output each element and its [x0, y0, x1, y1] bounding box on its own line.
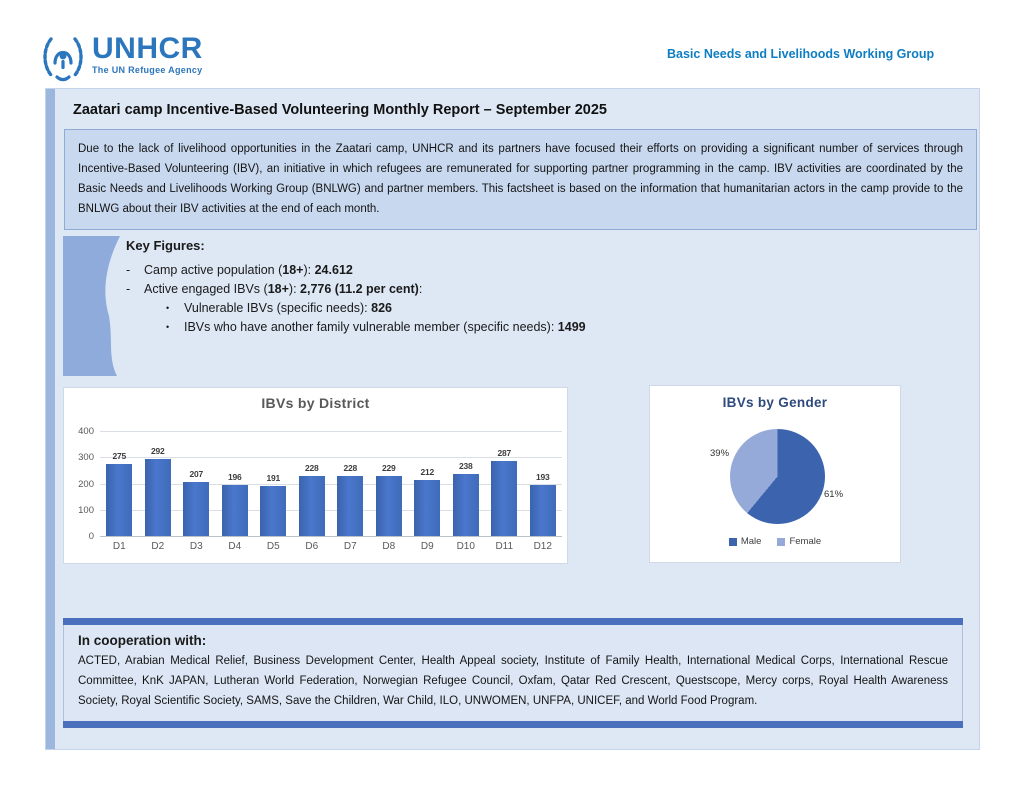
y-tick-label: 100: [78, 504, 94, 516]
pie-label-male: 61%: [824, 489, 844, 500]
cooperation-bottom-bar: [63, 721, 963, 728]
bar-D6: [299, 476, 325, 536]
logo-title: UNHCR: [92, 32, 203, 65]
bar-xlabel-D3: D3: [189, 541, 203, 552]
key-figures-list: [126, 261, 746, 337]
report-container: [45, 88, 980, 750]
key-figure-text: IBVs who have another family vulnerable member (specific needs): 1499: [184, 320, 586, 334]
bar-D10: [453, 474, 479, 537]
cooperation-heading: In cooperation with:: [78, 633, 207, 648]
bar-chart-ibvs-by-district: [63, 387, 568, 564]
bar-column-D12: [524, 388, 563, 536]
bar-value-label: 287: [497, 447, 512, 458]
report-title: Zaatari camp Incentive-Based Volunteering Monthly Report – September 2025: [73, 102, 607, 118]
bar-value-label: 275: [112, 450, 127, 461]
key-figures-heading: Key Figures:: [126, 238, 205, 253]
bar-xlabel-D2: D2: [151, 541, 165, 552]
key-figure-text: Active engaged IBVs (18+): 2,776 (11.2 per cent):: [144, 282, 423, 296]
bar-column-D4: [216, 388, 255, 536]
bar-column-D1: [100, 388, 139, 536]
bar-D3: [183, 482, 209, 536]
y-tick-label: 0: [88, 531, 94, 542]
bar-D11: [491, 461, 517, 536]
cooperation-top-bar: [63, 618, 963, 625]
list-marker: •: [166, 303, 170, 313]
bar-column-D9: [408, 388, 447, 536]
bar-xlabel-D12: D12: [533, 541, 552, 552]
bar-value-label: 229: [381, 462, 396, 473]
key-figure-item: [126, 280, 746, 299]
bar-xlabels: [100, 541, 562, 552]
bar-chart-title: IBVs by District: [261, 395, 370, 411]
bar-value-label: 212: [420, 467, 435, 478]
bar-value-label: 228: [343, 463, 358, 474]
bar-xlabel-D1: D1: [112, 541, 126, 552]
bar-D7: [337, 476, 363, 536]
legend-label-male: Male: [740, 536, 762, 547]
key-figures-section: [126, 238, 746, 337]
bar-xlabel-D10: D10: [456, 541, 475, 552]
y-tick-label: 200: [78, 478, 94, 490]
bar-column-D3: [177, 388, 216, 536]
y-tick-label: 300: [78, 452, 94, 464]
bar-plot: [100, 388, 562, 536]
working-group-title: Basic Needs and Livelihoods Working Group: [667, 47, 935, 61]
bar-column-D6: [293, 388, 332, 536]
bar-D2: [145, 459, 171, 536]
cooperation-partners: ACTED, Arabian Medical Relief, Business Development Center, Health Appeal society, Institute of Family Health, International Medical Corps, International Rescue Committee, KnK JAPAN, Lutheran World Federation, Norwegian Refugee Council, Oxfam, Qatar Red Crescent, Questscope, Mercy corps, Royal Health Awareness Society, Royal Scientific Society, SAMS, Save the Children, War Child, ILO, UNWOMEN, UNFPA, UNICEF, and World Food Program.: [78, 655, 948, 708]
bar-column-D8: [370, 388, 409, 536]
bar-column-D11: [485, 388, 524, 536]
bar-value-label: 193: [535, 472, 550, 483]
gridline: [100, 536, 562, 537]
male-swatch: [729, 538, 737, 546]
cooperation-section: [63, 618, 963, 728]
bar-column-D2: [139, 388, 178, 536]
bar-D9: [414, 480, 440, 536]
key-figure-text: Camp active population (18+): 24.612: [144, 263, 353, 277]
key-figures-decoration: [63, 236, 120, 376]
key-figure-text: Vulnerable IBVs (specific needs): 826: [184, 301, 392, 315]
bar-column-D5: [254, 388, 293, 536]
unhcr-emblem-icon: [40, 34, 86, 82]
bar-D4: [222, 485, 248, 536]
list-marker: -: [126, 263, 131, 277]
bar-value-label: 196: [227, 471, 242, 482]
bar-column-D7: [331, 388, 370, 536]
key-figure-item: [166, 318, 746, 337]
bar-value-label: 207: [189, 468, 204, 479]
pie-legend: [650, 536, 900, 547]
logo-subtitle: The UN Refugee Agency: [92, 65, 203, 75]
bar-value-label: 292: [150, 446, 165, 457]
pie: [730, 429, 825, 524]
bar-xlabel-D8: D8: [382, 541, 396, 552]
left-accent-strip: [46, 89, 55, 749]
bar-xlabel-D6: D6: [305, 541, 319, 552]
bar-xlabel-D9: D9: [420, 541, 434, 552]
list-marker: -: [126, 282, 131, 296]
cooperation-body: [63, 625, 963, 721]
bar-value-label: 191: [266, 472, 281, 483]
list-marker: •: [166, 322, 170, 332]
key-figure-item: [166, 299, 746, 318]
bar-value-label: 238: [458, 460, 473, 471]
pie-chart-title: IBVs by Gender: [722, 395, 828, 410]
bar-D12: [530, 485, 556, 536]
bar-xlabel-D4: D4: [228, 541, 242, 552]
key-figure-item: [126, 261, 746, 280]
bar-xlabel-D11: D11: [495, 541, 514, 552]
bar-value-label: 228: [304, 463, 319, 474]
y-tick-label: 400: [78, 426, 94, 437]
bar-xlabel-D5: D5: [266, 541, 280, 552]
bar-yaxis: [64, 426, 94, 542]
intro-paragraph: Due to the lack of livelihood opportunities in the Zaatari camp, UNHCR and its partners have focused their efforts on providing a significant number of services through Incentive-Based Volunteering (IBV), an initiative in which refugees are remunerated for supporting partner programming in the camp. IBV activities are coordinated by the Basic Needs and Livelihoods Working Group (BNLWG) and partner members. This factsheet is based on the information that humanitarian actors in the camp provide to the BNLWG about their IBV activities at the end of each month.: [64, 129, 977, 230]
bar-xlabel-D7: D7: [343, 541, 357, 552]
bar-column-D10: [447, 388, 486, 536]
legend-item-male: [729, 536, 762, 547]
legend-label-female: Female: [789, 536, 822, 547]
legend-item-female: [777, 536, 821, 547]
bar-D5: [260, 486, 286, 536]
pie-chart-ibvs-by-gender: [649, 385, 901, 563]
unhcr-logo: [40, 34, 203, 82]
bar-D1: [106, 464, 132, 536]
pie-label-female: 39%: [710, 448, 730, 459]
female-swatch: [777, 538, 785, 546]
bar-D8: [376, 476, 402, 536]
